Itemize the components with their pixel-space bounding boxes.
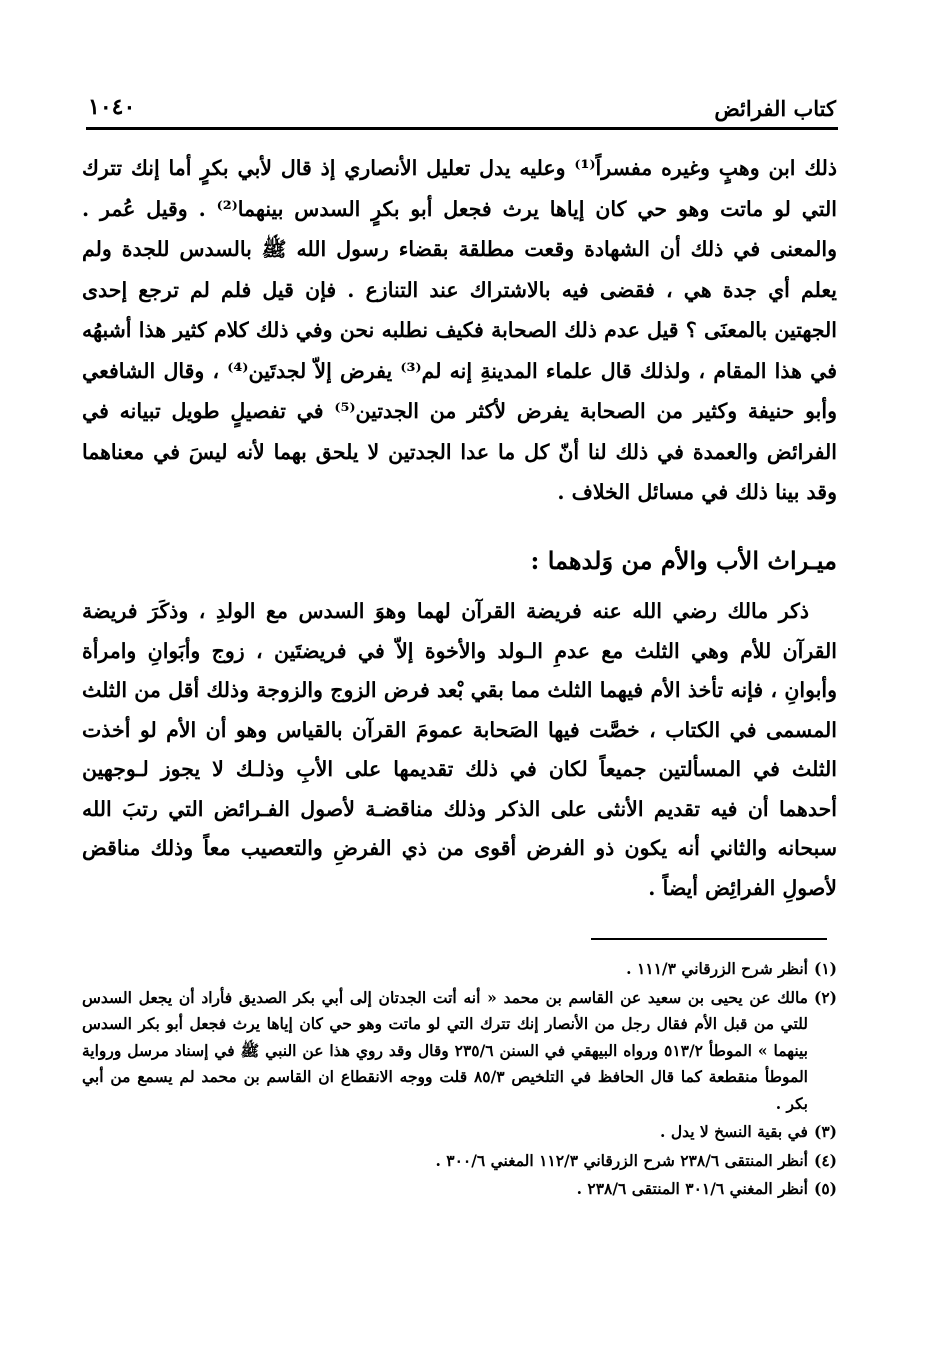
footnote-text: في بقية النسخ لا يدل . xyxy=(660,1122,808,1141)
footnote xyxy=(82,985,837,1118)
footnote-number: (٢) xyxy=(813,987,837,1007)
footnote xyxy=(82,1119,837,1146)
section-paragraph-text: ذكر مالك رضي الله عنه فريضة القرآن لهما وهوَ السدس مع الولدِ ، وذكَرَ فريضة القرآن للأم وهي الثلث مع عدمِ الـولد والأخوة إلاّ في فريضتَين ، زوج وأبَوانِ وامرأة وأبوانِ ، فإنه تأخذ الأم فيهما الثلث مما بقي بْعد فرض الزوج والزوجة وذلك أقل من الثلث المسمى في الكتاب ، خصَّت فيها الصَحابة عمومَ القرآن بالقياس وهو أن الأم لو أخذت الثلث في المسألتين جميعاً لكان في ذلك تقديمها على الأبِ وذلـك لا يجوز لـوجهين أحدهما أن فيه تقديم الأنثى على الذكر وذلك مناقضـة لأصول الفـرائض التي رتبَ الله سبحانه والثاني أنه يكون ذو الفرض أقوى من ذي الفرضِ والتعصيب معاً وذلك مناقض لأصولِ الفرائِض أيضاً . xyxy=(82,599,837,900)
footnote-number: (٤) xyxy=(813,1150,837,1170)
footnote-divider xyxy=(591,938,827,940)
header-divider xyxy=(86,127,838,130)
footnote-text: مالك عن يحيى بن سعيد عن القاسم بن محمد « أنه أتت الجدتان إلى أبي بكر الصديق فأراد أن يجعل السدس للتي من قبل الأم فقال رجل من الأنصار إنك تترك التي لو ماتت وهو حي كان إياها يرث فجعل أبو بكر السدس بينهما » الموطأ ٥١٣/٢ ورواه البيهقي في السنن ٢٣٥/٦ وقال وقد روي هذا عن النبي ﷺ في إسناد مرسل ورواية الموطأ منقطعة كما قال الحافظ في التلخيص ٨٥/٣ قلت ووجه الانقطاع ان القاسم بن محمد لم يسمع من أبي بكر . xyxy=(82,987,808,1113)
page-header xyxy=(88,93,836,127)
footnote-text: أنظر المنتقى ٢٣٨/٦ شرح الزرقاني ١١٢/٣ المغني ٣٠٠/٦ . xyxy=(435,1150,808,1170)
footnote-text: أنظر شرح الزرقاني ١١١/٣ . xyxy=(626,959,808,978)
footnote xyxy=(82,956,837,983)
body-paragraph: ذلك ابن وهبٍ وغيره مفسراً⁽¹⁾ وعليه يدل تعليل الأنصاري إذ قال لأبي بكرٍ أما إنك تترك التي لو ماتت وهو حي كان إياها يرث فجعل أبو بكرٍ السدس بينهما⁽²⁾ . وقيل عُمر . والمعنى في ذلك أن الشهادة وقعت مطلقة بقضاء رسول الله ﷺ بالسدس للجدة ولم يعلم أي جدة هي ، فقضى فيه بالاشتراك عند التنازع . فإن قيل فلم لم ترجع إحدى الجهتين بالمعنَى ؟ قيل عدم ذلك الصحابة فكيف نطلبه نحن وفي ذلك كلام كثير هذا أشبهُه في هذا المقام ، ولذلك قال علماء المدينةِ إنه لم⁽³⁾ يفرض إلاّ لجدتَين⁽⁴⁾ ، وقال الشافعي وأبو حنيفة وكثير من الصحابة يفرض لأكثر من الجدتين⁽⁵⁾ في تفصيلٍ طويل تبيانه في الفرائض والعمدة في ذلك لنا أنّ كل ما عدا الجدتين لا يلحق بهما لأنه ليسَ في معناهما وقد بينا ذلك في مسائل الخلاف . xyxy=(82,156,838,504)
footnotes xyxy=(82,956,837,1205)
footnote xyxy=(82,1176,837,1203)
footnote-text: أنظر المغني ٣٠١/٦ المنتقى ٢٣٨/٦ . xyxy=(576,1179,808,1198)
section-heading: ميـراث الأب والأم من وَلدهما : xyxy=(530,546,837,575)
footnote xyxy=(82,1148,837,1175)
page-number: ١٠٤٠ xyxy=(88,94,136,120)
footnote-number: (٥) xyxy=(813,1179,837,1198)
footnote-number: (٣) xyxy=(813,1122,837,1141)
section-text-block xyxy=(82,592,837,908)
main-text-block xyxy=(82,148,837,513)
section-paragraph xyxy=(82,592,837,908)
running-title: كتاب الفرائض xyxy=(714,96,836,121)
footnote-number: (١) xyxy=(813,959,837,978)
